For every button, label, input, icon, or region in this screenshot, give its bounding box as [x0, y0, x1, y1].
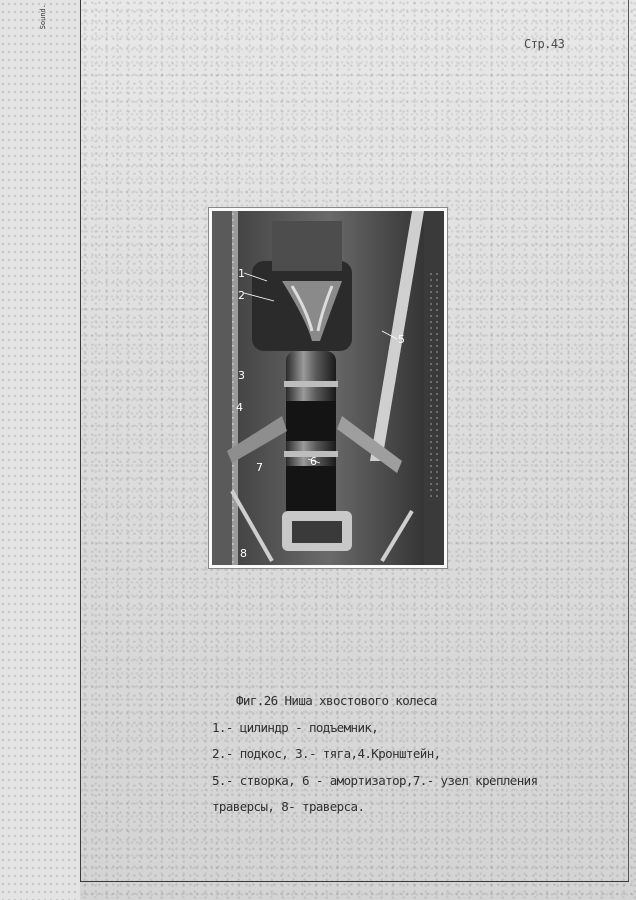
caption-title: Фиг.26 Ниша хвостового колеса: [236, 693, 437, 708]
callout-6: 6: [310, 455, 317, 468]
photo-illustration: [212, 211, 444, 565]
figure-caption: [212, 688, 612, 821]
page-number: Стр.43: [524, 37, 565, 51]
caption-line-3: 5.- створка, 6 - амортизатор,7.- узел крепления: [212, 772, 538, 788]
callout-8: 8: [240, 547, 247, 560]
frame-line-bottom: [80, 881, 629, 882]
caption-line-4: траверсы, 8- траверса.: [212, 799, 365, 814]
callout-3: 3: [238, 369, 245, 382]
caption-line-2: 2.- подкос, 3.- тяга,4.Кронштейн,: [212, 746, 441, 761]
callout-7: 7: [256, 461, 263, 474]
frame-line-left: [80, 0, 81, 882]
margin-mark: Sound.: [39, 4, 47, 30]
callout-2: 2: [238, 289, 245, 302]
callout-1: 1: [238, 267, 245, 280]
callout-5: 5: [398, 333, 405, 346]
frame-line-right: [628, 0, 629, 882]
callout-4: 4: [236, 401, 243, 414]
caption-line-1: 1.- цилиндр - подъемник,: [212, 719, 379, 735]
left-binding-strip: [0, 0, 80, 900]
tail-wheel-bay-photo: [208, 207, 448, 569]
